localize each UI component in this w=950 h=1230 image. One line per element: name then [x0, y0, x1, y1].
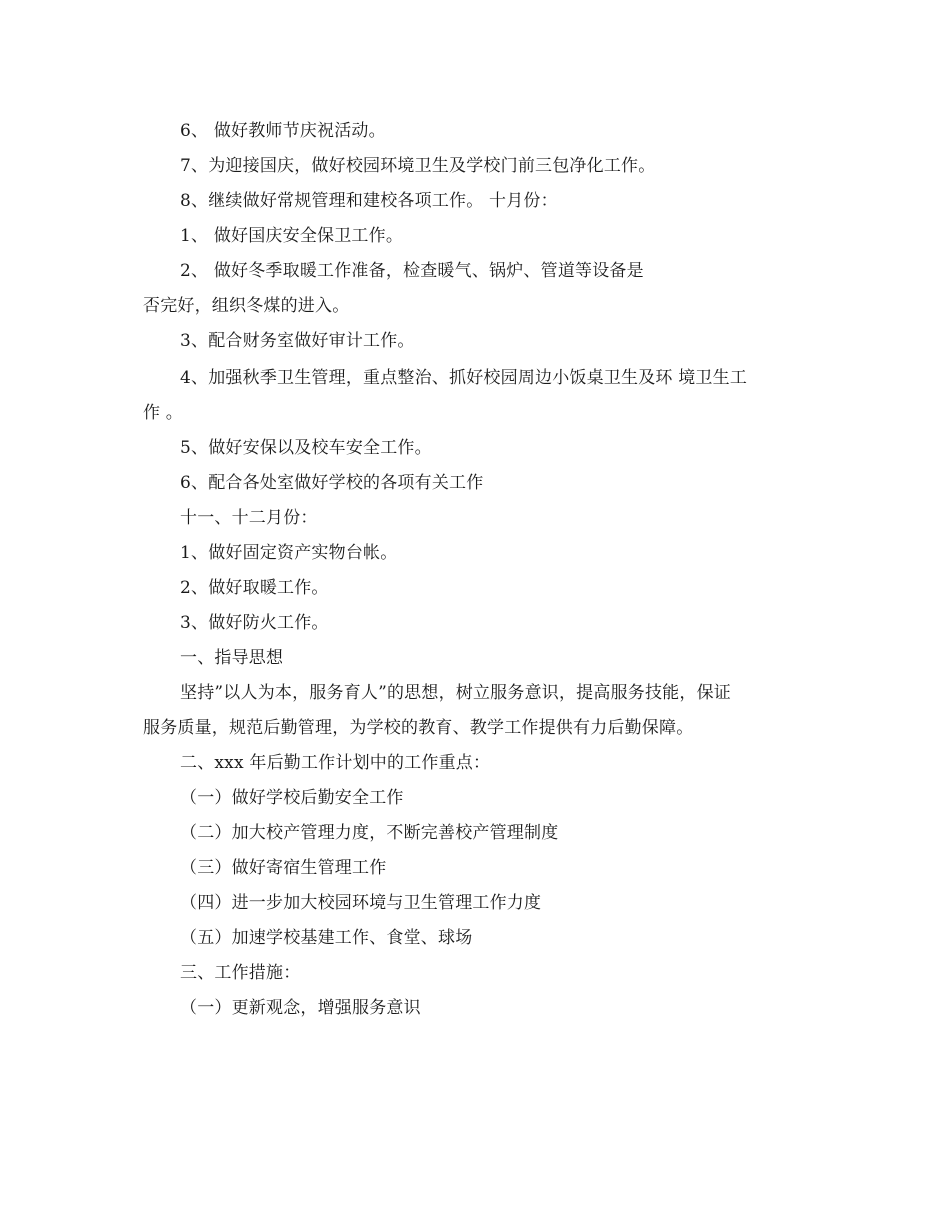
section-heading: 二、xxx 年后勤工作计划中的工作重点： — [180, 753, 491, 773]
text-line: （四）进一步加大校园环境与卫生管理工作力度 — [180, 893, 542, 913]
text-line: 3、做好防火工作。 — [180, 613, 329, 633]
text-line: 十一、十二月份： — [180, 508, 318, 528]
text-line: （二）加大校产管理力度，不断完善校产管理制度 — [180, 823, 559, 843]
text-line: 6、 做好教师节庆祝活动。 — [180, 121, 386, 141]
text-line: 8、继续做好常规管理和建校各项工作。 十月份： — [180, 191, 558, 211]
text-line: （五）加速学校基建工作、食堂、球场 — [180, 928, 473, 948]
text-line: 6、配合各处室做好学校的各项有关工作 — [180, 473, 484, 493]
text-line: 2、 做好冬季取暖工作准备，检查暖气、锅炉、管道等设备是 — [180, 261, 644, 281]
text-line: （一）更新观念，增强服务意识 — [180, 998, 421, 1018]
text-line: 5、做好安保以及校车安全工作。 — [180, 438, 432, 458]
text-line: 2、做好取暖工作。 — [180, 578, 329, 598]
text-line: 7、为迎接国庆，做好校园环境卫生及学校门前三包净化工作。 — [180, 156, 656, 176]
text-line: 服务质量，规范后勤管理，为学校的教育、教学工作提供有力后勤保障。 — [143, 718, 694, 738]
text-line: 1、 做好国庆安全保卫工作。 — [180, 226, 404, 246]
text-line: 否完好，组织冬煤的进入。 — [143, 296, 350, 316]
text-line: （一）做好学校后勤安全工作 — [180, 788, 404, 808]
text-line: 作 。 — [143, 403, 184, 423]
section-heading: 三、工作措施： — [180, 963, 301, 983]
text-line: 4、加强秋季卫生管理，重点整治、抓好校园周边小饭桌卫生及环 境卫生工 — [180, 368, 748, 388]
text-line: 坚持”以人为本，服务育人”的思想，树立服务意识，提高服务技能，保证 — [180, 683, 731, 703]
text-line: 3、配合财务室做好审计工作。 — [180, 331, 415, 351]
section-heading: 一、指导思想 — [180, 648, 284, 668]
text-line: （三）做好寄宿生管理工作 — [180, 858, 387, 878]
text-line: 1、做好固定资产实物台帐。 — [180, 543, 398, 563]
